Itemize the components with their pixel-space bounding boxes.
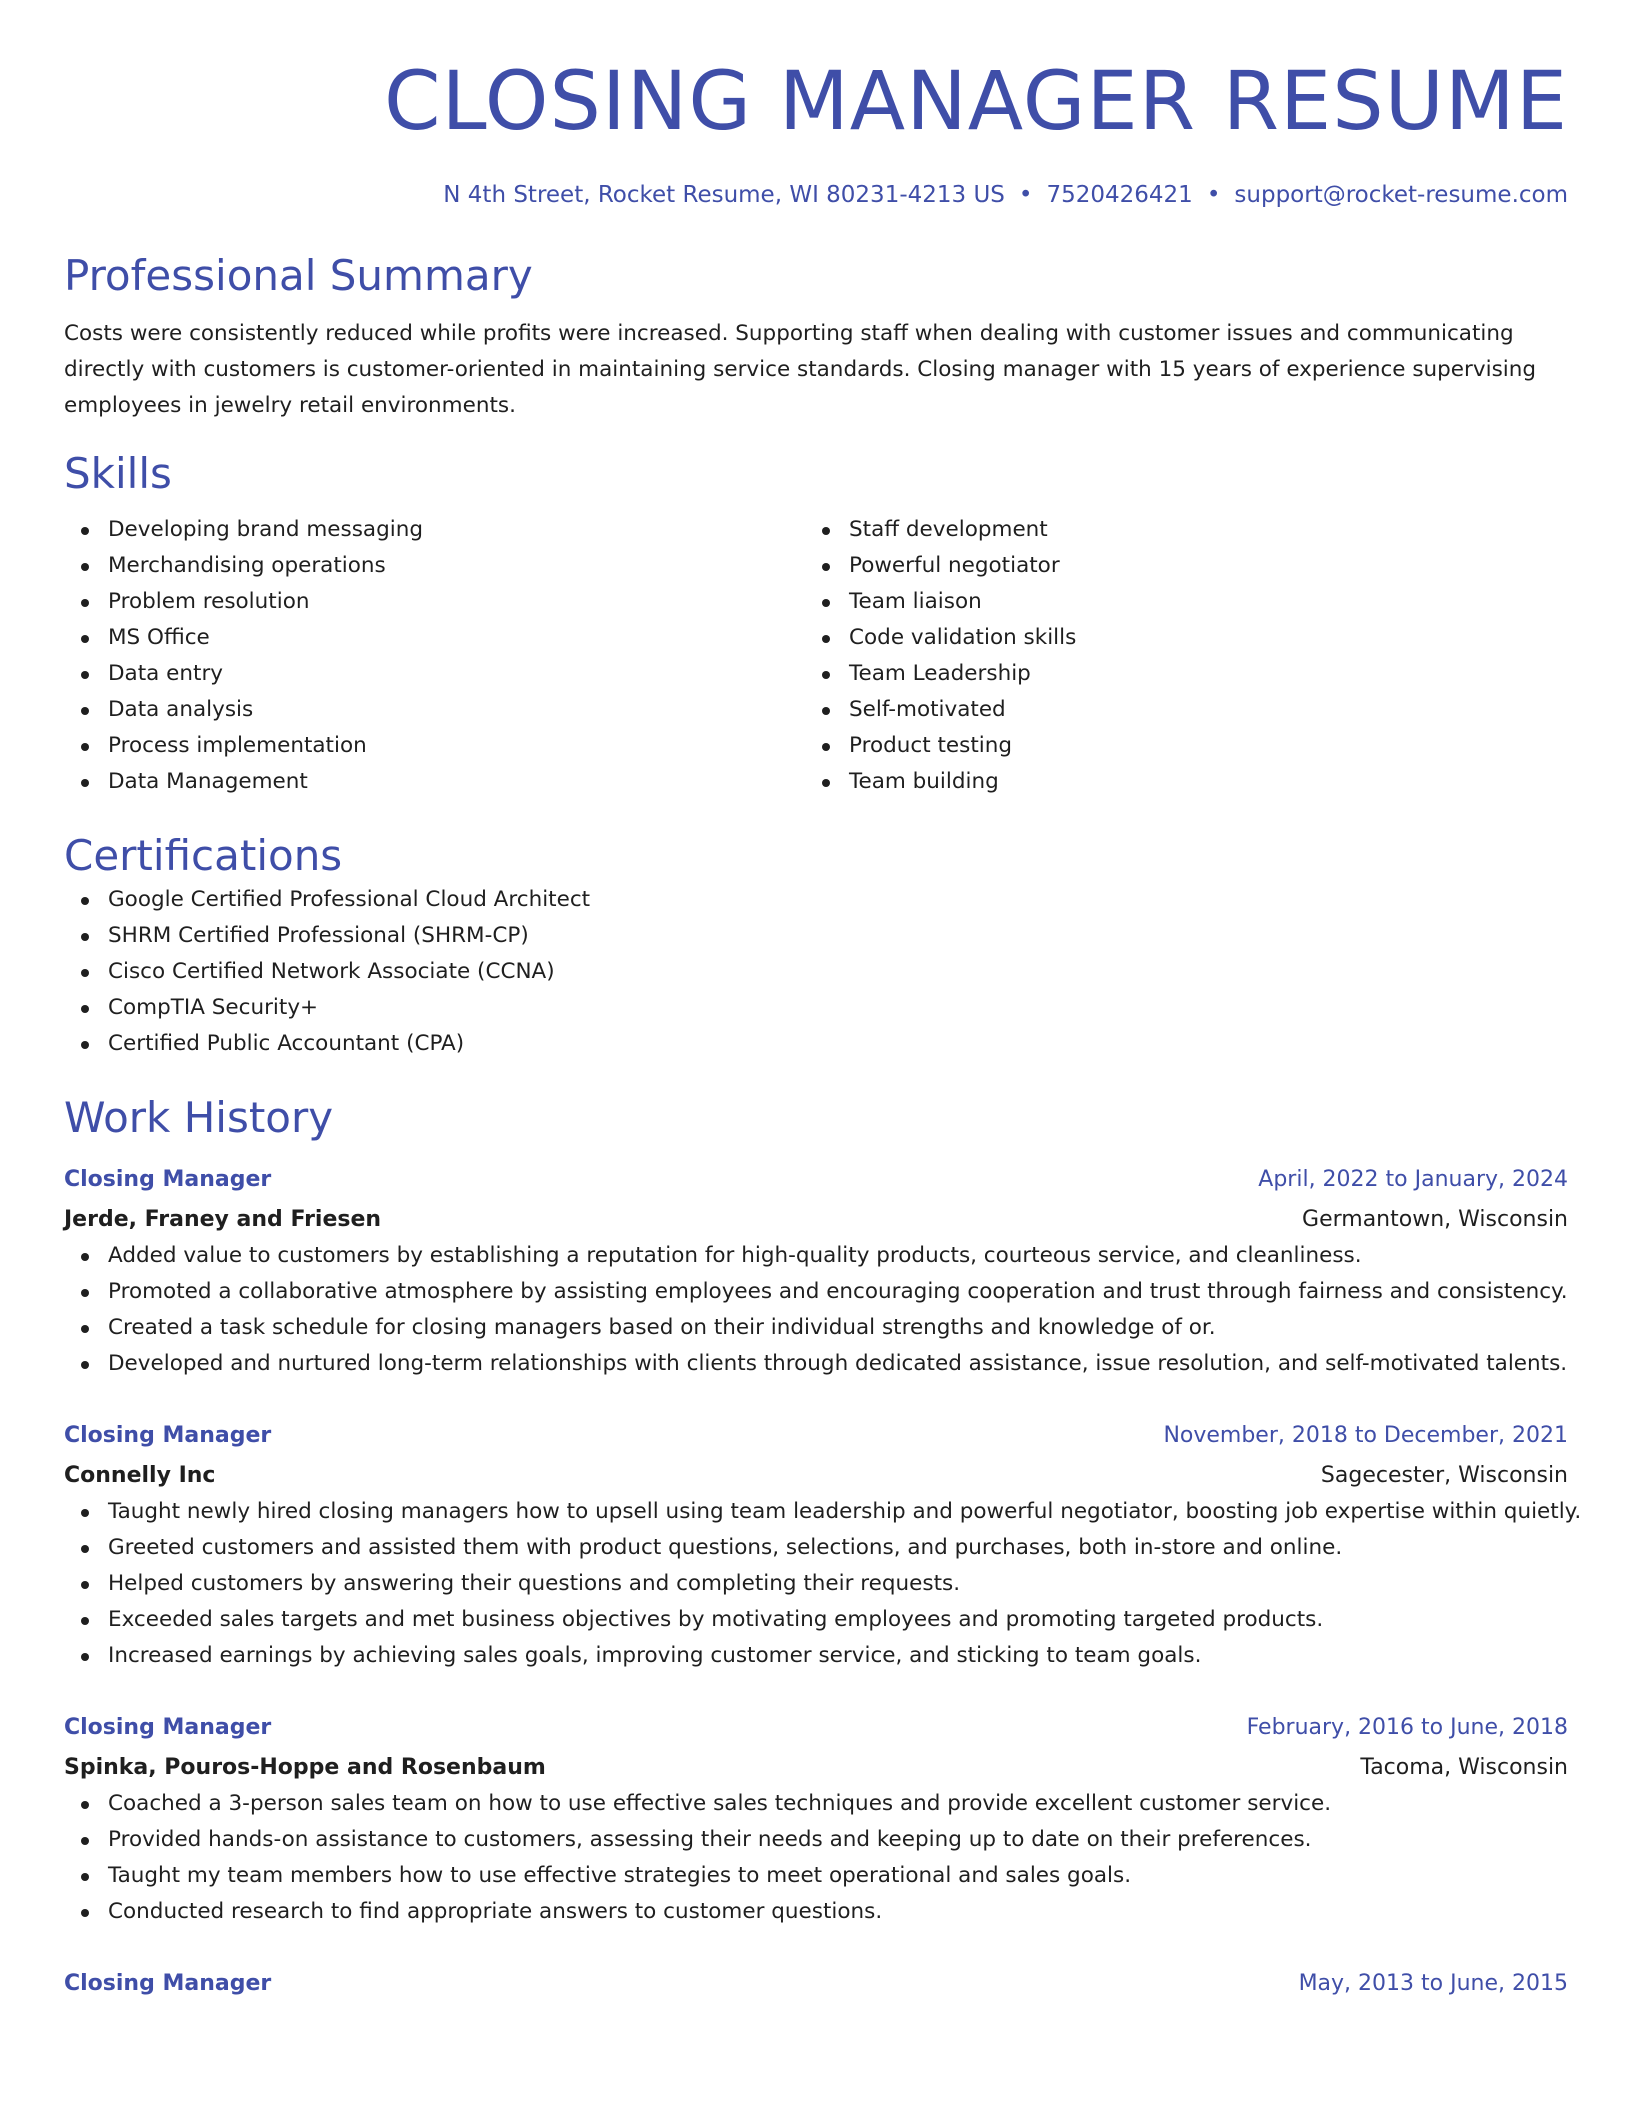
job-bullet: Helped customers by answering their questions and completing their requests. [64, 1566, 1568, 1602]
skill-item: Self-motivated [805, 692, 1546, 728]
job-bullet: Conducted research to find appropriate answers to customer questions. [64, 1894, 1568, 1930]
job-subheader [64, 1454, 1568, 1494]
skill-item: Merchandising operations [64, 548, 805, 584]
job-entry [64, 1710, 1568, 1930]
certification-item: Google Certified Professional Cloud Architect [64, 882, 1568, 918]
job-bullet: Increased earnings by achieving sales goals, improving customer service, and sticking to team goals. [64, 1638, 1568, 1674]
contact-address: N 4th Street, Rocket Resume, WI 80231-4213 US [443, 182, 1005, 208]
job-subheader [64, 1746, 1568, 1786]
job-bullet: Promoted a collaborative atmosphere by assisting employees and encouraging cooperation and trust through fairness and consistency. [64, 1274, 1568, 1310]
job-bullet: Coached a 3-person sales team on how to use effective sales techniques and provide excellent customer service. [64, 1786, 1568, 1822]
contact-phone: 7520426421 [1046, 182, 1193, 208]
skill-item: MS Office [64, 620, 805, 656]
job-dates: February, 2016 to June, 2018 [1246, 1715, 1568, 1740]
job-entry [64, 1966, 1568, 2002]
skills-column-left [64, 512, 805, 800]
certification-item: Cisco Certified Network Associate (CCNA) [64, 954, 1568, 990]
skill-item: Team liaison [805, 584, 1546, 620]
certification-item: CompTIA Security+ [64, 990, 1568, 1026]
skill-item: Process implementation [64, 728, 805, 764]
work-history-heading: Work History [64, 1093, 334, 1142]
contact-email: support@rocket-resume.com [1234, 182, 1568, 208]
contact-line [64, 178, 1568, 212]
job-company: Spinka, Pouros-Hoppe and Rosenbaum [64, 1755, 546, 1780]
skill-item: Code validation skills [805, 620, 1546, 656]
skill-item: Powerful negotiator [805, 548, 1546, 584]
job-header [64, 1710, 1568, 1746]
job-bullet: Created a task schedule for closing managers based on their individual strengths and knowledge of or. [64, 1310, 1568, 1346]
skill-item: Team Leadership [805, 656, 1546, 692]
job-location: Tacoma, Wisconsin [1360, 1755, 1568, 1780]
job-bullet: Developed and nurtured long-term relationships with clients through dedicated assistance, issue resolution, and self-motivated talents. [64, 1346, 1568, 1382]
job-subheader [64, 1198, 1568, 1238]
job-dates: November, 2018 to December, 2021 [1163, 1423, 1568, 1448]
job-entry [64, 1162, 1568, 1382]
job-company: Jerde, Franey and Friesen [64, 1207, 382, 1232]
summary-text: Costs were consistently reduced while profits were increased. Supporting staff when dealing with customer issues and communicating directly with customers is customer-oriented in maintaining service standards. Closing manager with 15 years of experience supervising employees in jewelry retail environments. [64, 321, 1537, 418]
job-bullet: Taught my team members how to use effective strategies to meet operational and sales goals. [64, 1858, 1568, 1894]
job-bullet: Added value to customers by establishing a reputation for high-quality products, courteous service, and cleanliness. [64, 1238, 1568, 1274]
job-title: Closing Manager [64, 1971, 272, 1996]
job-bullet: Provided hands-on assistance to customers, assessing their needs and keeping up to date on their preferences. [64, 1822, 1568, 1858]
job-bullets [64, 1238, 1568, 1382]
skill-item: Data Management [64, 764, 805, 800]
skill-item: Problem resolution [64, 584, 805, 620]
job-location: Sagecester, Wisconsin [1320, 1463, 1568, 1488]
job-dates: April, 2022 to January, 2024 [1258, 1167, 1568, 1192]
skill-item: Product testing [805, 728, 1546, 764]
job-bullet: Greeted customers and assisted them with product questions, selections, and purchases, both in-store and online. [64, 1530, 1568, 1566]
skills-column-right [805, 512, 1546, 800]
skills-heading: Skills [64, 449, 172, 498]
job-company: Connelly Inc [64, 1463, 216, 1488]
certification-item: SHRM Certified Professional (SHRM-CP) [64, 918, 1568, 954]
skill-item: Team building [805, 764, 1546, 800]
job-dates: May, 2013 to June, 2015 [1298, 1971, 1568, 1996]
job-bullets [64, 1494, 1582, 1674]
job-bullets [64, 1786, 1568, 1930]
job-title: Closing Manager [64, 1423, 272, 1448]
job-bullet: Exceeded sales targets and met business objectives by motivating employees and promoting targeted products. [64, 1602, 1568, 1638]
certifications-heading: Certifications [64, 831, 343, 880]
skills-grid [64, 512, 1568, 800]
skill-item: Data entry [64, 656, 805, 692]
job-header [64, 1966, 1568, 2002]
skill-item: Staff development [805, 512, 1546, 548]
skill-item: Developing brand messaging [64, 512, 805, 548]
job-bullet: Taught newly hired closing managers how to upsell using team leadership and powerful negotiator, boosting job expertise within quietly. [64, 1494, 1568, 1530]
skills-list-right [805, 512, 1546, 800]
contact-separator: • [1018, 182, 1033, 208]
summary-heading: Professional Summary [64, 251, 533, 300]
job-title: Closing Manager [64, 1167, 272, 1192]
job-header [64, 1418, 1568, 1454]
skills-list-left [64, 512, 805, 800]
job-location: Germantown, Wisconsin [1302, 1207, 1568, 1232]
job-title: Closing Manager [64, 1715, 272, 1740]
job-header [64, 1162, 1568, 1198]
certification-item: Certified Public Accountant (CPA) [64, 1026, 1568, 1062]
resume-title: CLOSING MANAGER RESUME [383, 55, 1568, 149]
job-entry [64, 1418, 1582, 1674]
certifications-list [64, 882, 1568, 1062]
contact-separator: • [1206, 182, 1221, 208]
skill-item: Data analysis [64, 692, 805, 728]
